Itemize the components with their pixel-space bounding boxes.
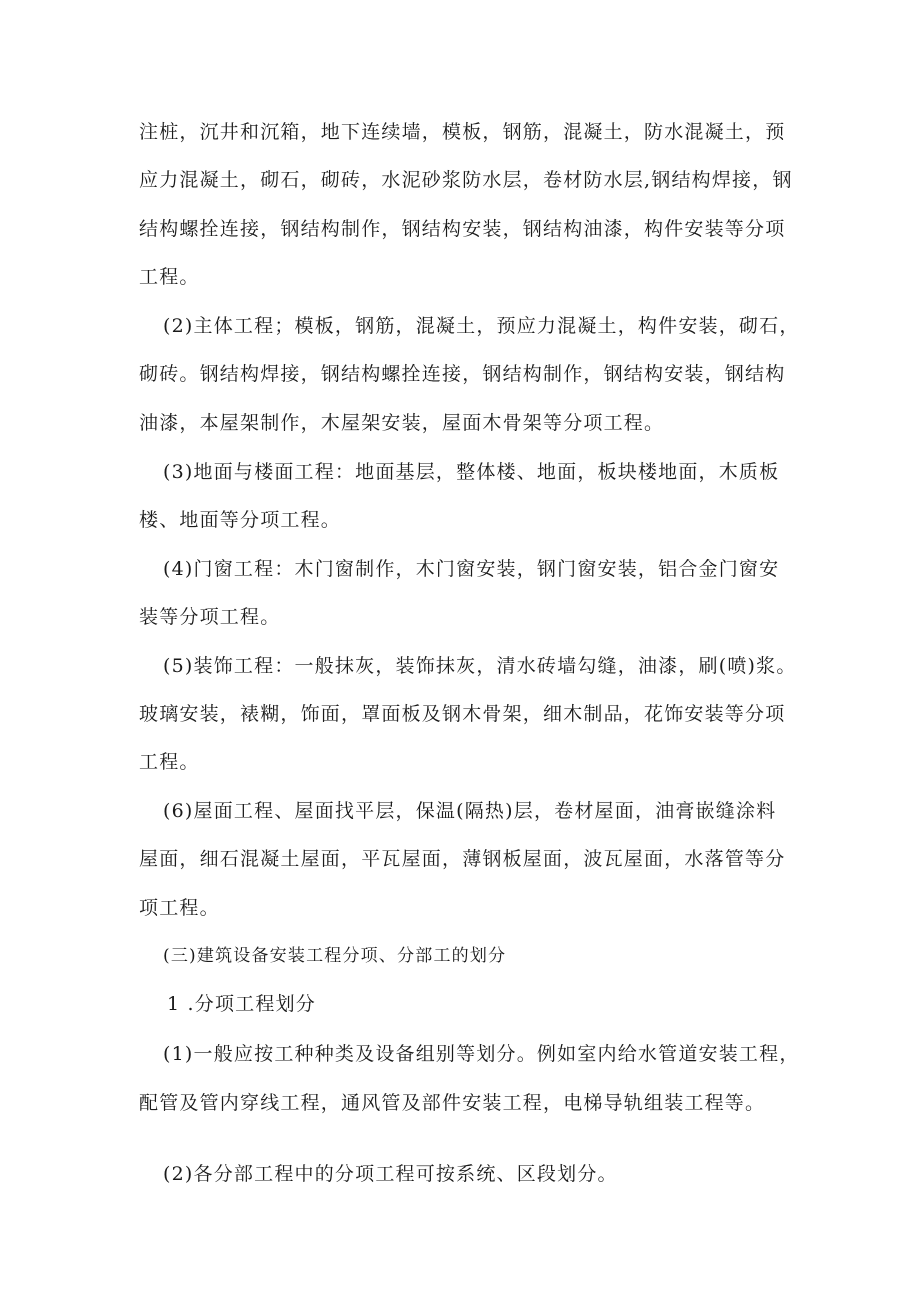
paragraph-line: 砌砖。钢结构焊接，钢结构螺拴连接，钢结构制作，钢结构安装，钢结构	[139, 363, 786, 385]
paragraph-line: 工程。	[139, 266, 200, 288]
paragraph-line: 屋面，细石混凝土屋面，平瓦屋面，薄钢板屋面，波瓦屋面，水落管等分	[139, 848, 786, 870]
paragraph-line: (2)各分部工程中的分项工程可按系统、区段划分。	[163, 1163, 618, 1185]
paragraph-line: (5)装饰工程：一般抹灰，装饰抹灰，清水砖墙勾缝，油漆，刷(喷)浆。	[163, 655, 797, 677]
paragraph-line: 应力混凝土，砌石，砌砖，水泥砂浆防水层，卷材防水层,钢结构焊接，钢	[139, 169, 793, 191]
paragraph-line: 配管及管内穿线工程，通风管及部件安装工程，电梯导轨组装工程等。	[139, 1092, 766, 1114]
paragraph-line: 项工程。	[139, 897, 220, 919]
paragraph-line: (1)一般应按工种种类及设备组别等划分。例如室内给水管道安装工程，	[163, 1043, 800, 1065]
paragraph-line: (6)屋面工程、屋面找平层，保温(隔热)层，卷材屋面，油膏嵌缝涂料	[163, 800, 777, 822]
paragraph-line: 装等分项工程。	[139, 606, 281, 628]
paragraph-line: 玻璃安装，裱糊，饰面，罩面板及钢木骨架，细木制品，花饰安装等分项	[139, 703, 786, 725]
paragraph-line: (3)地面与楼面工程：地面基层，整体楼、地面，板块楼地面，木质板	[163, 461, 780, 483]
paragraph-line: 工程。	[139, 751, 200, 773]
paragraph-line: (4)门窗工程：木门窗制作，木门窗安装，钢门窗安装，铝合金门窗安	[163, 558, 780, 580]
paragraph-line: 油漆，本屋架制作，木屋架安装，屋面木骨架等分项工程。	[139, 412, 665, 434]
paragraph-line: (2)主体工程；模板，钢筋，混凝土，预应力混凝土，构件安装，砌石，	[163, 315, 800, 337]
subsection-heading: 1 .分项工程划分	[167, 993, 316, 1015]
paragraph-line: 结构螺拴连接，钢结构制作，钢结构安装，钢结构油漆，构件安装等分项	[139, 218, 786, 240]
paragraph-line: 注桩，沉井和沉箱，地下连续墙，模板，钢筋，混凝土，防水混凝土，预	[139, 121, 786, 143]
section-heading: (三)建筑设备安装工程分项、分部工的划分	[163, 946, 507, 966]
paragraph-line: 楼、地面等分项工程。	[139, 509, 342, 531]
